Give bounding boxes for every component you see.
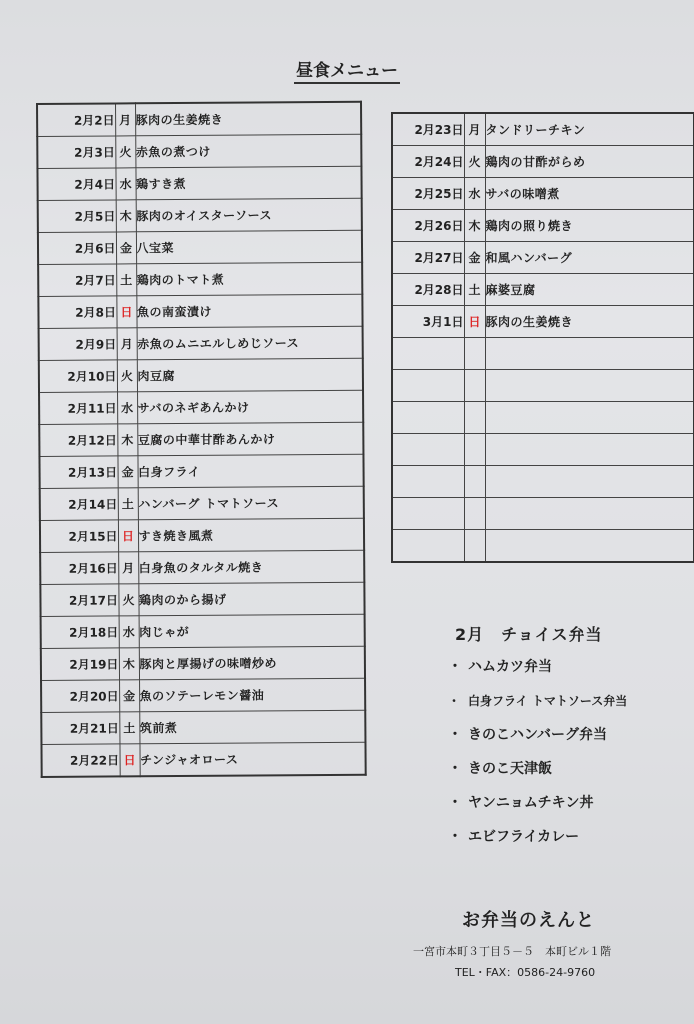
menu-day-of-week: 土 xyxy=(119,712,139,744)
menu-dish xyxy=(485,498,694,530)
menu-row xyxy=(41,678,365,712)
menu-row xyxy=(392,113,694,146)
menu-row xyxy=(392,370,694,402)
menu-dish: ハンバーグ トマトソース xyxy=(138,486,364,520)
menu-day-of-week: 水 xyxy=(464,178,485,210)
menu-row xyxy=(39,454,363,488)
menu-date: 2月20日 xyxy=(41,680,119,713)
menu-dish xyxy=(485,338,694,370)
menu-dish: すき焼き風煮 xyxy=(138,518,364,552)
menu-date xyxy=(392,338,464,370)
menu-row xyxy=(41,614,365,648)
menu-row xyxy=(37,134,361,168)
menu-row xyxy=(37,102,361,137)
choice-bento-label: きのこハンバーグ弁当 xyxy=(468,727,608,743)
menu-date xyxy=(392,402,464,434)
menu-dish xyxy=(485,370,694,402)
menu-date: 2月27日 xyxy=(392,242,464,274)
menu-row xyxy=(38,294,362,328)
menu-row xyxy=(40,550,364,584)
menu-dish: 豚肉と厚揚げの味噌炒め xyxy=(139,646,365,680)
choice-bento-list xyxy=(448,652,627,856)
menu-row xyxy=(41,710,365,744)
choice-bento-label: エビフライカレー xyxy=(468,829,580,845)
menu-day-of-week: 木 xyxy=(116,200,136,232)
menu-date: 2月21日 xyxy=(41,712,119,745)
menu-row xyxy=(392,530,694,563)
menu-day-of-week: 金 xyxy=(116,232,136,264)
menu-dish: タンドリーチキン xyxy=(485,113,694,146)
menu-date: 2月18日 xyxy=(41,616,119,649)
menu-row xyxy=(41,742,365,777)
menu-table-right xyxy=(391,112,694,563)
menu-dish: 豚肉のオイスターソース xyxy=(136,198,362,232)
menu-dish: 赤魚の煮つけ xyxy=(135,134,361,168)
menu-row xyxy=(392,402,694,434)
bullet-icon: ・ xyxy=(448,659,462,675)
menu-dish: 和風ハンバーグ xyxy=(485,242,694,274)
choice-bento-label: ハムカツ弁当 xyxy=(468,659,552,675)
menu-dish: 鶏すき煮 xyxy=(135,166,361,200)
menu-date: 2月16日 xyxy=(40,552,118,585)
menu-dish: 肉豆腐 xyxy=(137,358,363,392)
menu-dish: 鶏肉の甘酢がらめ xyxy=(485,146,694,178)
menu-row xyxy=(38,262,362,296)
menu-row xyxy=(392,146,694,178)
menu-date: 2月25日 xyxy=(392,178,464,210)
menu-date: 3月1日 xyxy=(392,306,464,338)
choice-bento-label: きのこ天津飯 xyxy=(468,761,552,777)
menu-date: 2月3日 xyxy=(37,136,115,169)
menu-day-of-week: 水 xyxy=(117,392,137,424)
menu-date: 2月15日 xyxy=(40,520,118,553)
menu-dish: 白身魚のタルタル焼き xyxy=(138,550,364,584)
menu-day-of-week xyxy=(464,370,485,402)
menu-row xyxy=(392,498,694,530)
shop-address: 一宮市本町３丁目５－５ 本町ビル１階 xyxy=(413,945,611,958)
menu-date: 2月26日 xyxy=(392,210,464,242)
menu-day-of-week xyxy=(464,498,485,530)
menu-dish xyxy=(485,530,694,563)
menu-dish: 豆腐の中華甘酢あんかけ xyxy=(137,422,363,456)
menu-dish xyxy=(485,466,694,498)
menu-date: 2月9日 xyxy=(39,328,117,361)
menu-dish: サバの味噌煮 xyxy=(485,178,694,210)
choice-bento-item xyxy=(448,720,627,754)
menu-date xyxy=(392,530,464,563)
menu-dish: 鶏肉のから揚げ xyxy=(138,582,364,616)
shop-name: お弁当のえんと xyxy=(462,910,595,931)
menu-date: 2月23日 xyxy=(392,113,464,146)
menu-date: 2月12日 xyxy=(39,424,117,457)
choice-bento-title: 2月 チョイス弁当 xyxy=(455,625,603,644)
menu-row xyxy=(39,422,363,456)
menu-dish: 筑前煮 xyxy=(139,710,365,744)
menu-dish: 豚肉の生姜焼き xyxy=(135,102,361,136)
menu-day-of-week: 水 xyxy=(119,616,139,648)
menu-dish xyxy=(485,434,694,466)
menu-date: 2月11日 xyxy=(39,392,117,425)
menu-date xyxy=(392,498,464,530)
menu-row xyxy=(392,242,694,274)
menu-row xyxy=(392,178,694,210)
menu-day-of-week xyxy=(464,338,485,370)
menu-row xyxy=(392,434,694,466)
choice-bento-item xyxy=(448,822,627,856)
menu-row xyxy=(41,646,365,680)
menu-dish: 鶏肉のトマト煮 xyxy=(136,262,362,296)
menu-date xyxy=(392,434,464,466)
menu-dish: 八宝菜 xyxy=(136,230,362,264)
menu-dish: 赤魚のムニエルしめじソース xyxy=(137,326,363,360)
menu-row xyxy=(392,274,694,306)
menu-day-of-week: 日 xyxy=(116,296,136,328)
choice-bento-label: 白身フライ トマトソース弁当 xyxy=(468,694,628,708)
menu-day-of-week: 火 xyxy=(115,136,135,168)
menu-row xyxy=(38,198,362,232)
menu-day-of-week: 金 xyxy=(117,456,137,488)
menu-dish: 魚の南蛮漬け xyxy=(136,294,362,328)
menu-date: 2月7日 xyxy=(38,264,116,297)
menu-day-of-week: 日 xyxy=(118,520,138,552)
menu-date xyxy=(392,370,464,402)
menu-row xyxy=(392,306,694,338)
menu-date: 2月13日 xyxy=(39,456,117,489)
menu-day-of-week: 火 xyxy=(117,360,137,392)
menu-day-of-week: 月 xyxy=(464,113,485,146)
menu-day-of-week: 木 xyxy=(117,424,137,456)
choice-bento-item xyxy=(448,754,627,788)
menu-dish: 魚のソテーレモン醤油 xyxy=(139,678,365,712)
menu-day-of-week xyxy=(464,402,485,434)
choice-bento-item xyxy=(448,686,627,720)
menu-day-of-week: 土 xyxy=(464,274,485,306)
menu-date: 2月24日 xyxy=(392,146,464,178)
bullet-icon: ・ xyxy=(448,761,462,777)
bullet-icon: ・ xyxy=(448,727,462,743)
menu-dish: 肉じゃが xyxy=(139,614,365,648)
menu-date: 2月19日 xyxy=(41,648,119,681)
menu-day-of-week: 月 xyxy=(118,552,138,584)
menu-day-of-week xyxy=(464,466,485,498)
menu-day-of-week: 木 xyxy=(119,648,139,680)
menu-date: 2月17日 xyxy=(40,584,118,617)
menu-row xyxy=(392,466,694,498)
choice-bento-label: ヤンニョムチキン丼 xyxy=(468,795,594,811)
menu-date: 2月5日 xyxy=(38,200,116,233)
menu-day-of-week: 日 xyxy=(119,744,139,777)
menu-row xyxy=(39,358,363,392)
menu-day-of-week: 日 xyxy=(464,306,485,338)
menu-date: 2月2日 xyxy=(37,103,115,136)
menu-dish: チンジャオロース xyxy=(139,742,365,776)
menu-row xyxy=(40,486,364,520)
menu-dish: 白身フライ xyxy=(137,454,363,488)
menu-row xyxy=(37,166,361,200)
choice-bento-item xyxy=(448,652,627,686)
page-title: 昼食メニュー xyxy=(0,56,694,81)
menu-date: 2月10日 xyxy=(39,360,117,393)
menu-date: 2月14日 xyxy=(40,488,118,521)
menu-dish: 麻婆豆腐 xyxy=(485,274,694,306)
menu-day-of-week: 月 xyxy=(115,103,135,136)
menu-day-of-week: 水 xyxy=(115,168,135,200)
menu-day-of-week: 土 xyxy=(116,264,136,296)
menu-table-left xyxy=(36,101,367,778)
menu-day-of-week: 火 xyxy=(118,584,138,616)
menu-date: 2月28日 xyxy=(392,274,464,306)
menu-row xyxy=(38,230,362,264)
choice-bento-item xyxy=(448,788,627,822)
menu-dish xyxy=(485,402,694,434)
menu-day-of-week: 月 xyxy=(117,328,137,360)
menu-day-of-week: 金 xyxy=(464,242,485,274)
menu-date xyxy=(392,466,464,498)
menu-day-of-week: 土 xyxy=(118,488,138,520)
shop-tel: TEL・FAX：0586-24-9760 xyxy=(455,966,596,979)
menu-row xyxy=(39,390,363,424)
menu-date: 2月22日 xyxy=(41,744,119,777)
menu-day-of-week: 火 xyxy=(464,146,485,178)
menu-date: 2月8日 xyxy=(38,296,116,329)
menu-date: 2月6日 xyxy=(38,232,116,265)
bullet-icon: ・ xyxy=(448,795,462,811)
menu-dish: 豚肉の生姜焼き xyxy=(485,306,694,338)
menu-date: 2月4日 xyxy=(37,168,115,201)
menu-row xyxy=(392,210,694,242)
menu-row xyxy=(40,582,364,616)
menu-day-of-week: 木 xyxy=(464,210,485,242)
bullet-icon: ・ xyxy=(448,694,461,708)
menu-day-of-week: 金 xyxy=(119,680,139,712)
menu-row xyxy=(40,518,364,552)
bullet-icon: ・ xyxy=(448,829,462,845)
menu-day-of-week xyxy=(464,530,485,563)
menu-dish: 鶏肉の照り焼き xyxy=(485,210,694,242)
menu-row xyxy=(392,338,694,370)
menu-day-of-week xyxy=(464,434,485,466)
menu-row xyxy=(39,326,363,360)
menu-dish: サバのネギあんかけ xyxy=(137,390,363,424)
